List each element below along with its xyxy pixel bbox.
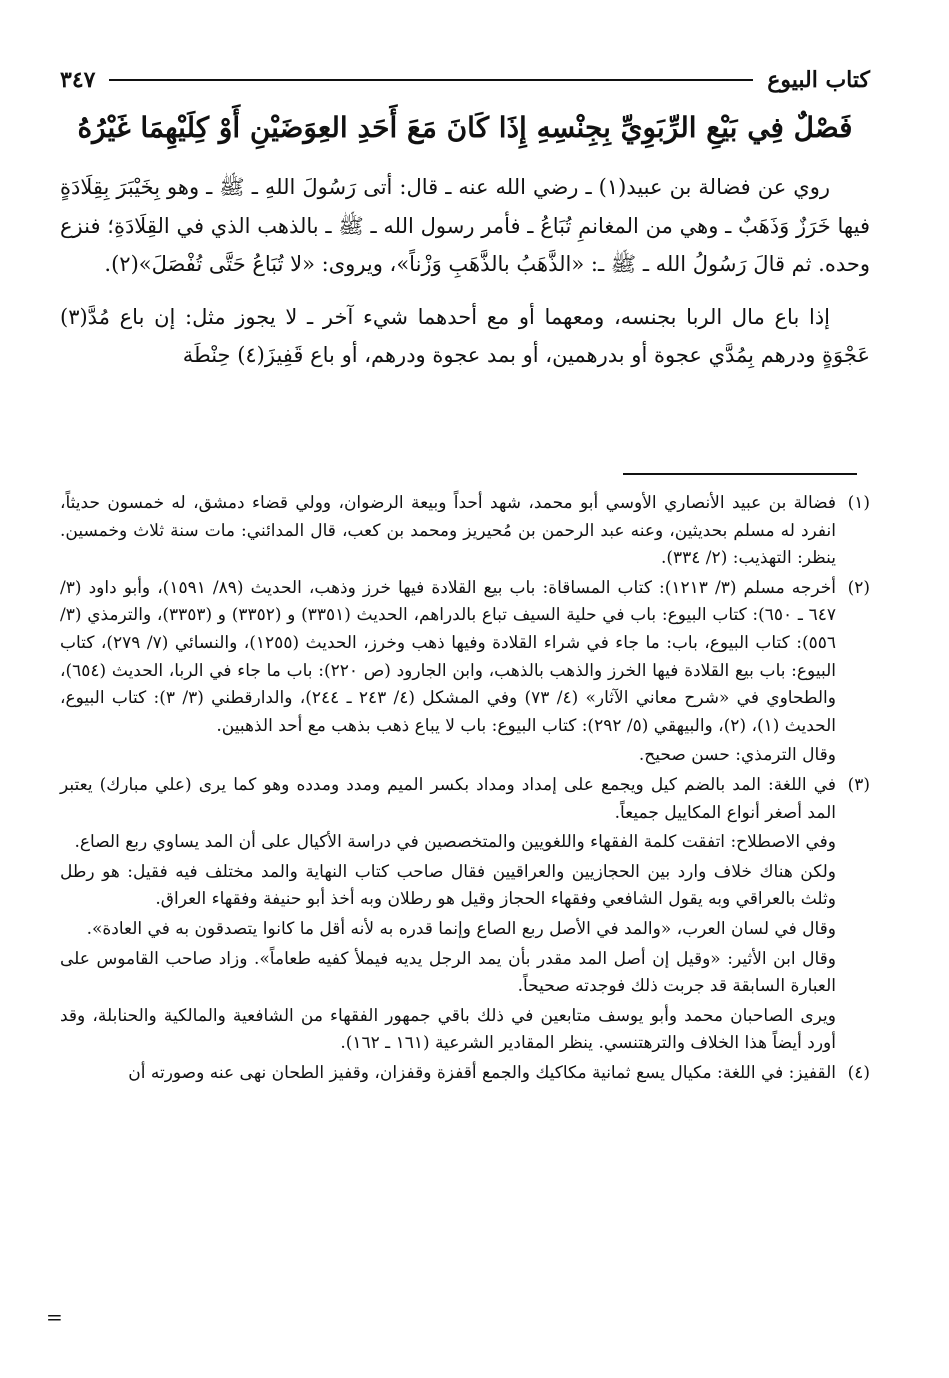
- footnotes: [60, 490, 870, 1089]
- page-number: ٣٤٧: [60, 67, 96, 93]
- footnote-paragraph: في اللغة: المد بالضم كيل ويجمع على إمداد ومداد بكسر الميم ومدد ومدده وهو كما يرى (علي مبارك) يعتبر المد أصغر أنواع المكاييل جميعاً.: [60, 774, 836, 823]
- footnote-paragraph: فضالة بن عبيد الأنصاري الأوسي أبو محمد، شهد أحداً وبيعة الرضوان، وولي قضاء دمشق، له خمسون حديثاً، انفرد له مسلم بحديثين، وعنه عبد الرحمن بن مُحيريز ومحمد بن كعب، قال المدائني: مات سنة ثلاث وخمسين. ينظر: التهذيب: (٢/ ٣٣٤).: [60, 493, 836, 569]
- footnote-paragraph: وقال ابن الأثير: «وقيل إن أصل المد مقدر بأن يمد الرجل يديه فيملأ كفيه طعاماً». وزاد صاحب القاموس على العبارة السابقة قد جربت ذلك فوجدته صحيحاً.: [60, 948, 836, 997]
- book-title: كتاب البيوع: [767, 67, 870, 93]
- footnote-body: [60, 575, 836, 772]
- footnote-paragraph: وقال في لسان العرب، «والمد في الأصل ربع الصاع وإنما قدره به لأنه أقل ما كانوا يتصدقون به في العادة».: [86, 918, 836, 939]
- footnote-body: [60, 772, 836, 1060]
- footnote-2: [60, 575, 870, 772]
- footnote-paragraph: وفي الاصطلاح: اتفقت كلمة الفقهاء واللغويين والمتخصصين في دراسة الأكيال على أن المد يساوي ربع الصاع.: [74, 832, 836, 853]
- footnote-number: (٤): [847, 1062, 870, 1083]
- footnote-4: [60, 1060, 870, 1090]
- footnote-1: [60, 490, 870, 575]
- footnote-3: [60, 772, 870, 1060]
- footnote-separator: [623, 473, 857, 475]
- footnote-body: [60, 1060, 836, 1090]
- footnote-number: (٣): [847, 774, 870, 795]
- footnote-number: (١): [847, 493, 870, 513]
- continuation-mark: =: [46, 1305, 63, 1329]
- footnote-paragraph: أخرجه مسلم (٣/ ١٢١٣): كتاب المساقاة: باب بيع القلادة فيها خرز وذهب، الحديث (٨٩/ ١٥٩١)، وأبو داود (٣/ ٦٤٧ ـ ٦٥٠): كتاب البيوع: باب في حلية السيف تباع بالدراهم، الحديث (٣٣٥١) و (٣٣٥٢) و (٣٣٥٣)، والترمذي (٣/ ٥٥٦): كتاب البيوع، باب: ما جاء في شراء القلادة وفيها ذهب وخرز، الحديث (١٢٥٥)، والنسائي (٧/ ٢٧٩)، كتاب البيوع: باب بيع القلادة فيها الخرز والذهب بالذهب، وابن الجارود (ص ٢٢٠): باب ما جاء في الربا، الحديث (٦٥٤)، والطحاوي في «شرح معاني الآثار» (٤/ ٧٣) وفي المشكل (٤/ ٢٤٣ ـ ٢٤٤)، والدارقطني (٣/ ٣): كتاب البيوع، الحديث (١)، (٢)، والبيهقي (٥/ ٢٩٢): كتاب البيوع: باب لا يباع ذهب بذهب مع أحد الذهبين.: [60, 577, 837, 736]
- header-rule: [109, 79, 753, 81]
- footnote-number: (٢): [847, 577, 870, 598]
- footnote-paragraph: ولكن هناك خلاف وارد بين الحجازيين والعراقيين فقال صاحب كتاب النهاية والمد مختلف فيه فقيل: هو رطل وثلث بالعراقي وبه يقول الشافعي وفقهاء الحجاز وقيل هو رطلان وبه أخذ أبو حنيفة وفقهاء العراق.: [60, 861, 836, 910]
- page-header: [60, 60, 870, 100]
- footnote-body: [60, 490, 836, 575]
- main-paragraph: روي عن فضالة بن عبيد(١) ـ رضي الله عنه ـ قال: أتى رَسُولَ اللهِ ـ ﷺ ـ وهو بِخَيْبَرَ بِقِلَادَةٍ فيها خَرَزٌ وَذَهَبٌ ـ وهي من المغانمِ تُبَاعُ ـ فأمر رسول الله ـ ﷺ ـ بالذهب الذي في القِلَادَةِ؛ فنزع وحده. ثم قالَ رَسُولُ الله ـ ﷺ ـ: «الذَّهَبُ بالذَّهَبِ وَزْناً»، ويروى: «لا تُبَاعُ حَتَّى تُفْصَلَ»(٢).: [60, 175, 870, 276]
- footnote-paragraph: وقال الترمذي: حسن صحيح.: [638, 745, 836, 766]
- footnote-paragraph: القفيز: في اللغة: مكيال يسع ثمانية مكاكيك والجمع أقفزة وقفزان، وقفيز الطحان نهى عنه وصورته أن: [128, 1062, 836, 1083]
- footnote-paragraph: ويرى الصاحبان محمد وأبو يوسف متابعين في ذلك باقي جمهور الفقهاء من الشافعية والمالكية والحنابلة، وقد أورد أيضاً هذا الخلاف والترهتنسي. ينظر المقادير الشرعية (١٦١ ـ ١٦٢).: [60, 1005, 836, 1054]
- main-text: [60, 168, 870, 389]
- main-paragraph: إذا باع مال الربا بجنسه، ومعهما أو مع أحدهما شيء آخر ـ لا يجوز مثل: إن باع مُدَّ(٣) عَجْوَةٍ ودرهم بِمُدَّي عجوة أو بدرهمين، أو بمد عجوة ودرهم، أو باع قَفِيزَ(٤) حِنْطَة: [60, 304, 870, 367]
- section-heading: فَصْلٌ فِي بَيْعِ الرِّبَوِيِّ بِجِنْسِهِ إِذَا كَانَ مَعَ أَحَدِ العِوَضَيْنِ أَوْ كِلَيْهِمَا غَيْرُهُ: [77, 111, 853, 144]
